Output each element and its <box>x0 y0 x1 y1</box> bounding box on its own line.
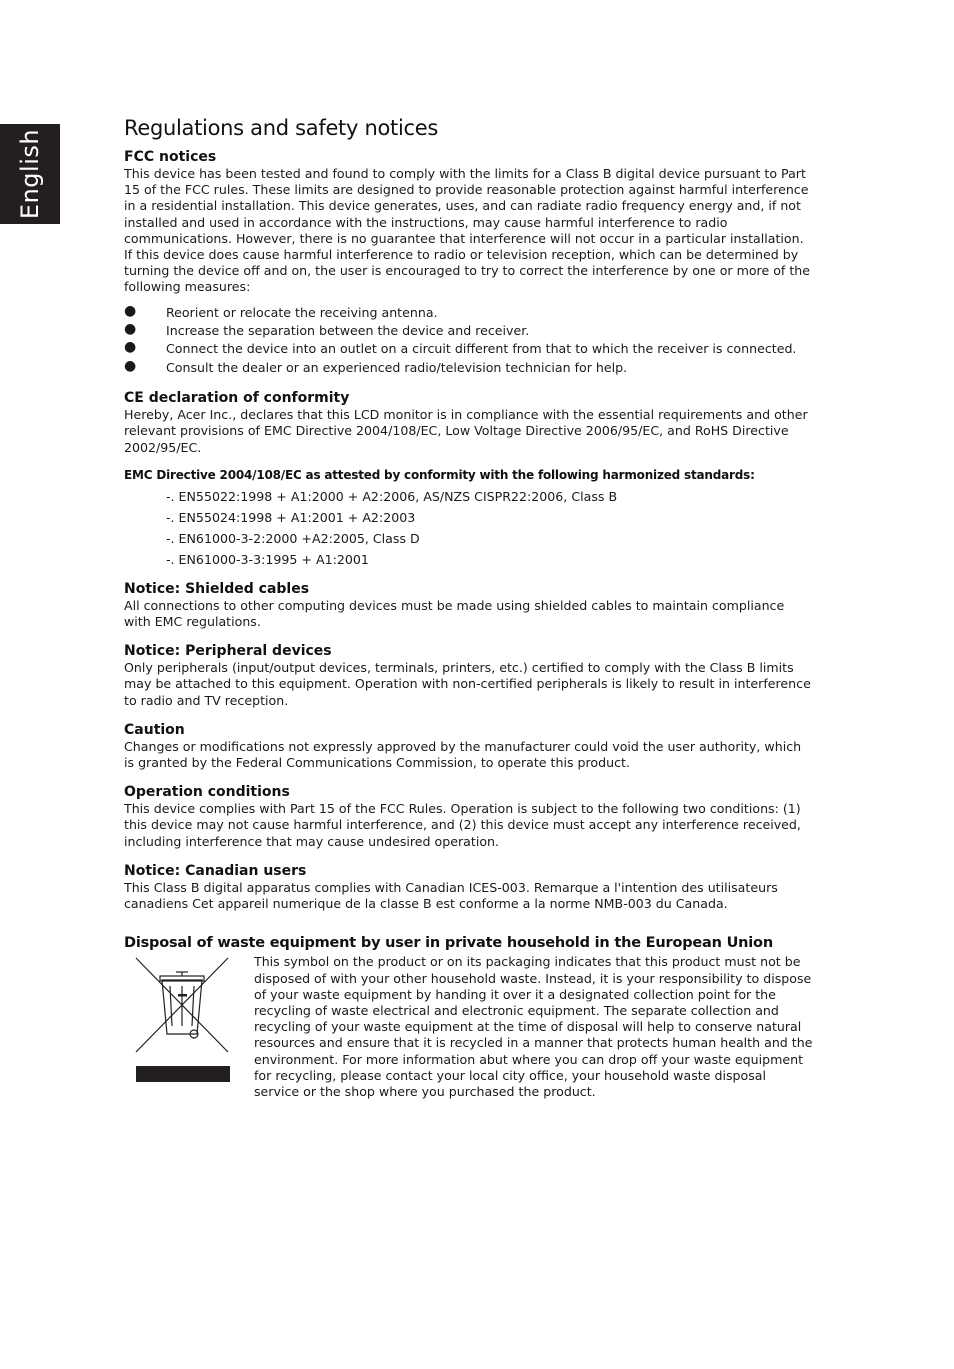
ce-body: Hereby, Acer Inc., declares that this LCD monitor is in compliance with the essential requirements and other relevant provisions of EMC Directive 2004/108/EC, Low Voltage Directive 2006/95/EC, and RoHS Directive 2002/95/EC. <box>124 407 808 455</box>
canadian-heading: Notice: Canadian users <box>124 862 307 879</box>
list-item: -. EN55024:1998 + A1:2001 + A2:2003 <box>166 509 416 525</box>
fcc-body: This device has been tested and found to comply with the limits for a Class B digital device pursuant to Part 15 of the FCC rules. These limits are designed to provide reasonable protection against harmful interference in a residential installation. This device generates, uses, and can radiate radio frequency energy and, if not installed and used in accordance with the instructions, may cause harmful interference to radio communications. However, there is no guarantee that interference will not occur in a particular installation. If this device does cause harmful interference to radio or television reception, which can be determined by turning the device off and on, the user is encouraged to try to correct the interference by one or more of the following measures: <box>124 166 811 295</box>
bullet-icon: ● <box>124 339 137 356</box>
disposal-heading: Disposal of waste equipment by user in private household in the European Union <box>124 935 773 952</box>
list-item: -. EN61000-3-3:1995 + A1:2001 <box>166 551 369 567</box>
crossed-out-wheelie-bin-icon <box>124 954 254 1100</box>
disposal-section <box>124 954 814 1100</box>
list-item: ● Consult the dealer or an experienced radio/television technician for help. <box>124 357 628 375</box>
caution-body: Changes or modifications not expressly approved by the manufacturer could void the user authority, which is granted by the Federal Communications Commission, to operate this product. <box>124 738 802 771</box>
emc-standards-list <box>124 486 814 570</box>
language-tab <box>0 124 60 224</box>
bullet-icon: ● <box>124 321 137 338</box>
bullet-icon: ● <box>124 302 137 319</box>
shielded-heading: Notice: Shielded cables <box>124 580 310 597</box>
canadian-body: This Class B digital apparatus complies with Canadian ICES-003. Remarque a l'intention des utilisateurs canadiens Cet appareil numerique de la classe B est conforme a la norme NMB-003 du Canada. <box>124 879 778 912</box>
list-item: -. EN61000-3-2:2000 +A2:2005, Class D <box>166 530 420 546</box>
page-title: Regulations and safety notices <box>124 116 439 140</box>
fcc-heading: FCC notices <box>124 149 217 165</box>
peripheral-body: Only peripherals (input/output devices, terminals, printers, etc.) certified to comply with the Class B limits may be attached to this equipment. Operation with non-certified peripherals is likely to result in interference to radio and TV reception. <box>124 660 811 708</box>
list-item: -. EN55022:1998 + A1:2000 + A2:2006, AS/NZS CISPR22:2006, Class B <box>166 488 618 504</box>
peripheral-heading: Notice: Peripheral devices <box>124 643 332 660</box>
shielded-body: All connections to other computing devices must be made using shielded cables to maintain compliance with EMC regulations. <box>124 597 785 630</box>
operation-body: This device complies with Part 15 of the FCC Rules. Operation is subject to the following two conditions: (1) this device may not cause harmful interference, and (2) this device must accept any interference received, including interference that may cause undesired operation. <box>124 801 801 849</box>
ce-heading: CE declaration of conformity <box>124 390 350 407</box>
fcc-measures-list <box>124 304 814 378</box>
list-item: ● Reorient or relocate the receiving antenna. <box>124 302 438 320</box>
document-body <box>124 116 814 1100</box>
list-item: ● Connect the device into an outlet on a circuit different from that to which the receiver is connected. <box>124 339 797 357</box>
disposal-body: This symbol on the product or on its packaging indicates that this product must not be disposed of with your other household waste. Instead, it is your responsibility to dispose of your waste equipment by handing it over it a designated collection point for the recycling of waste electrical and electronic equipment. The separate collection and recycling of your waste equipment at the time of disposal will help to conserve natural resources and ensure that it is recycled in a manner that protects human health and the environment. For more information abut where you can drop off your waste equipment for recycling, please contact your local city office, your household waste disposal service or the shop where you purchased the product. <box>254 954 813 1099</box>
language-tab-label: English <box>16 128 44 220</box>
list-item: ● Increase the separation between the device and receiver. <box>124 321 530 339</box>
emc-heading: EMC Directive 2004/108/EC as attested by conformity with the following harmonized standards: <box>124 467 755 482</box>
operation-heading: Operation conditions <box>124 784 290 801</box>
bullet-icon: ● <box>124 357 137 374</box>
caution-heading: Caution <box>124 721 185 738</box>
